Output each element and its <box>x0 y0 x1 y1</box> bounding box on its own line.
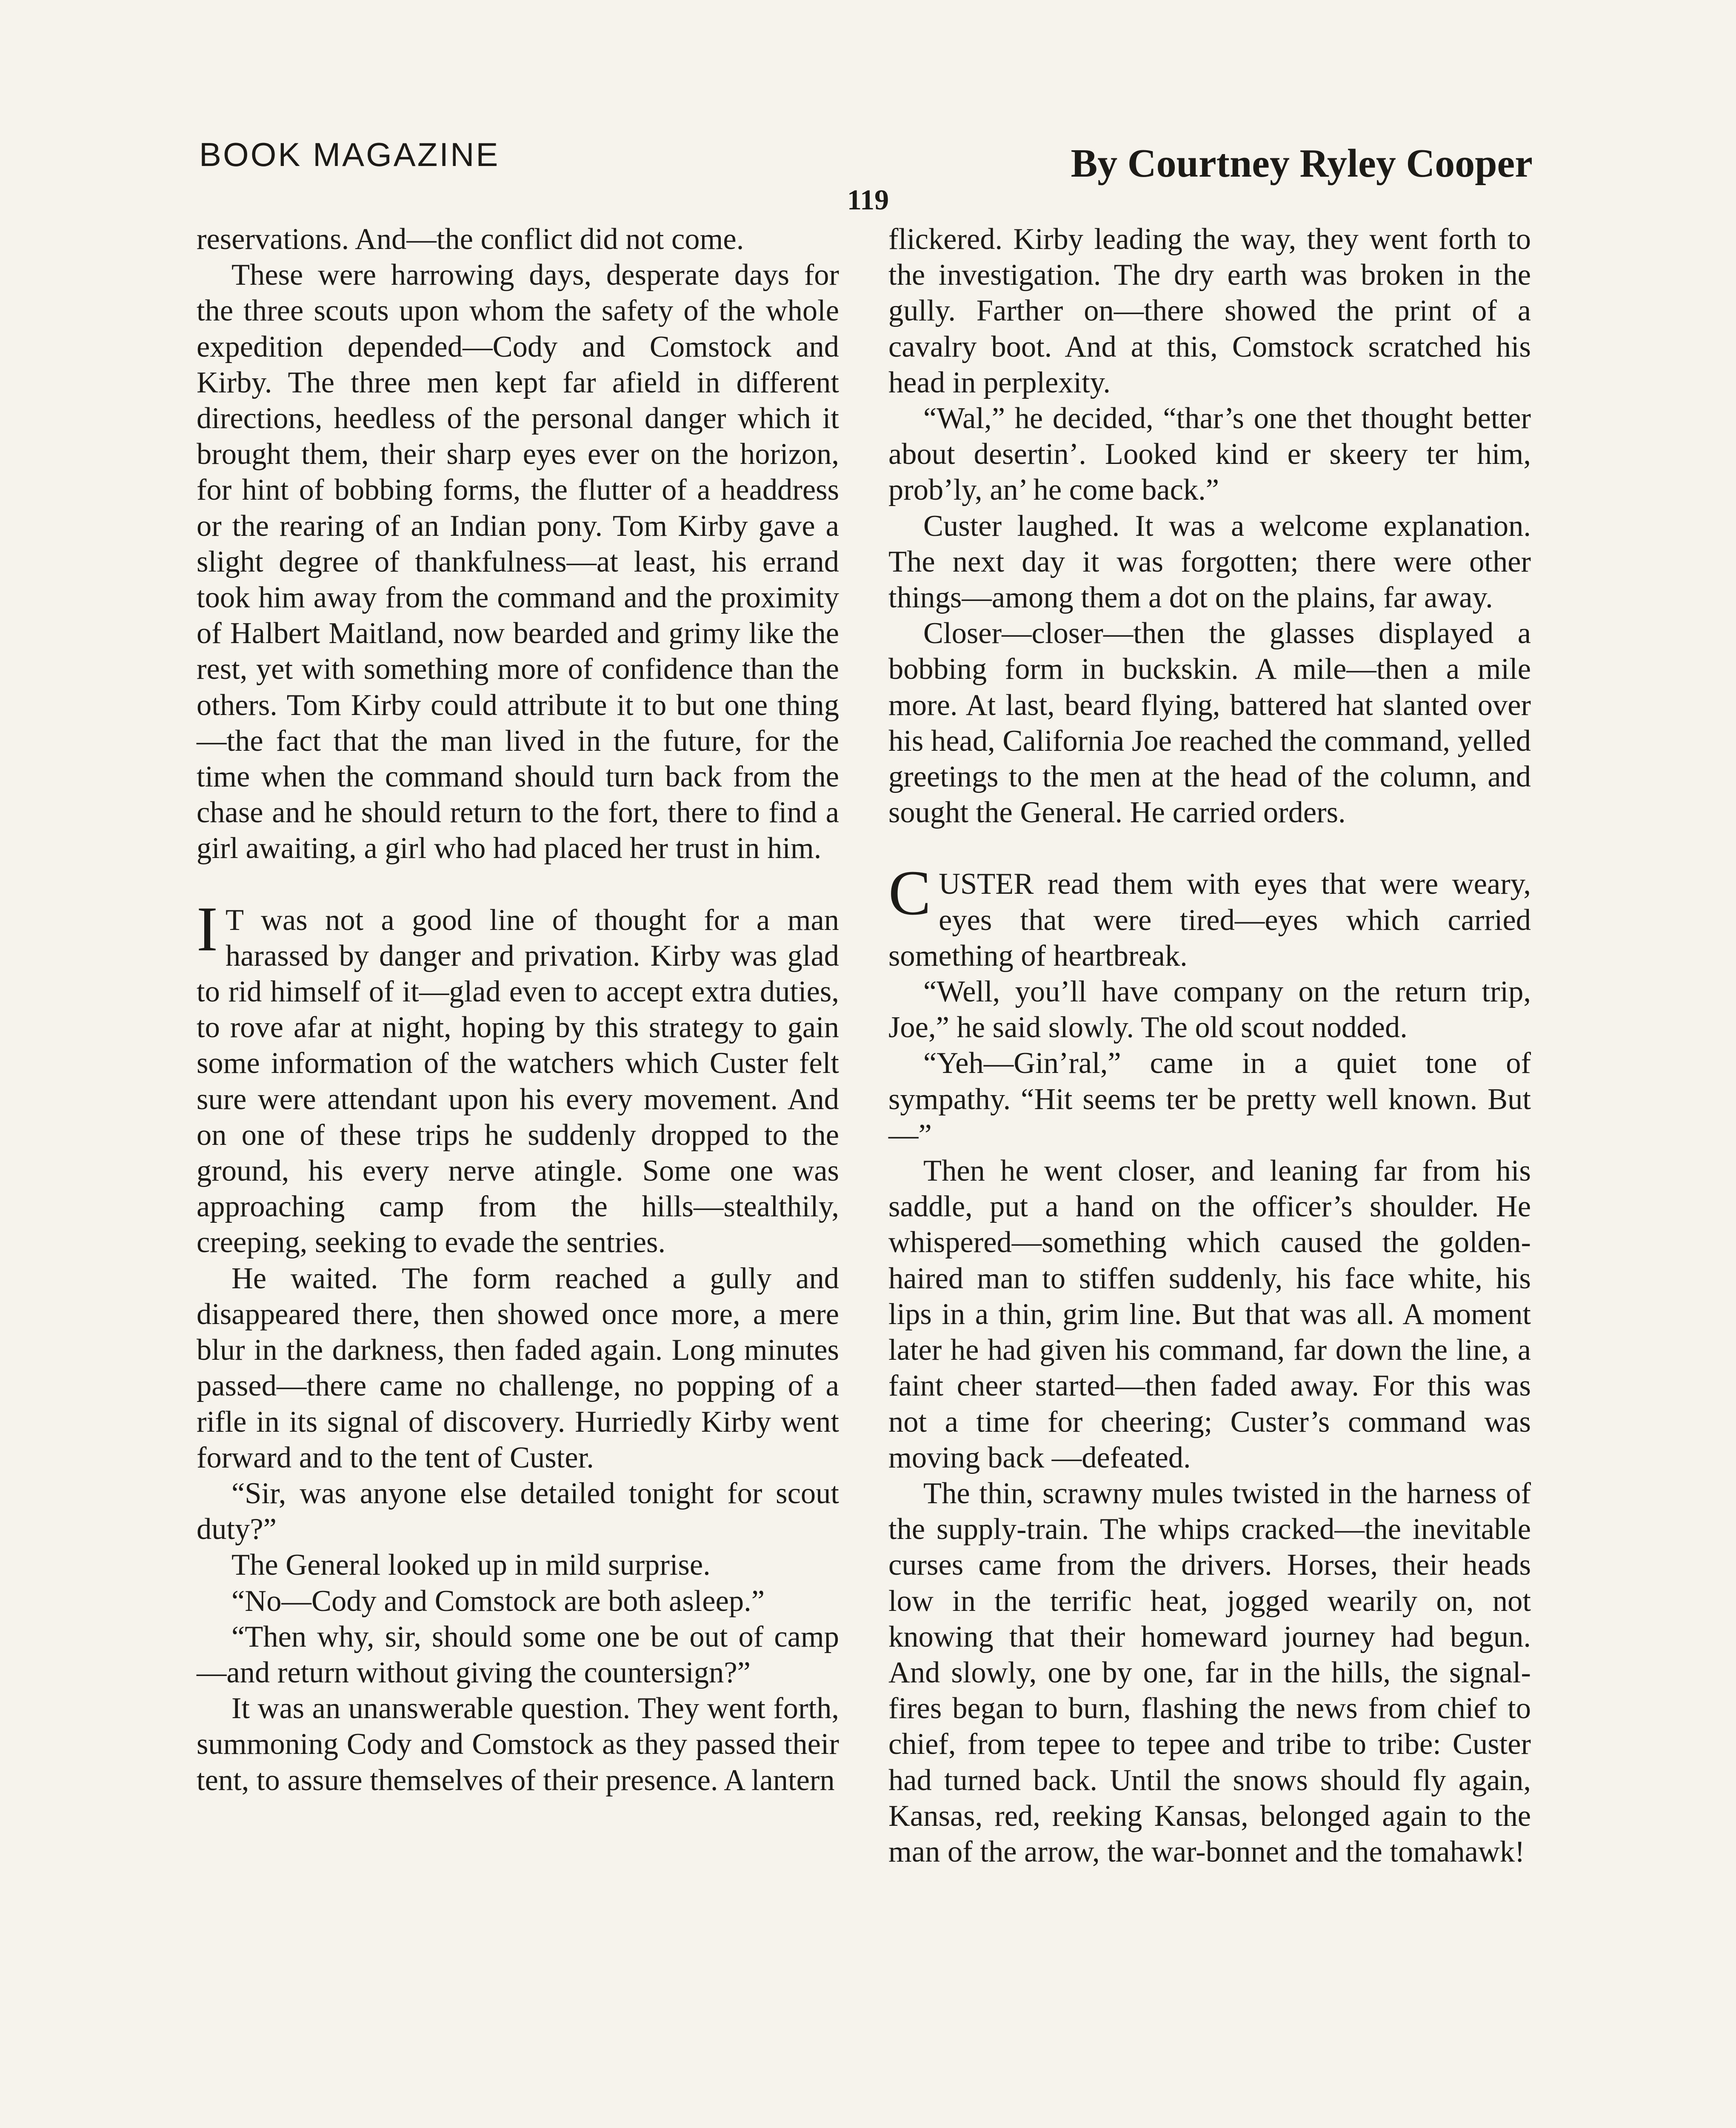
paragraph: “Well, you’ll have company on the return trip, Joe,” he said slowly. The old scout nodded. <box>888 975 1531 1044</box>
paragraph: Custer laughed. It was a welcome explanation. The next day it was forgotten; there were other things—among them a dot on the plains, far away. <box>888 509 1531 615</box>
paragraph: “Yeh—Gin’ral,” came in a quiet tone of sympathy. “Hit seems ter be pretty well known. But—” <box>888 1047 1531 1152</box>
drop-cap: C <box>888 858 931 929</box>
page-number: 119 <box>847 183 889 216</box>
section-opening-paragraph <box>888 858 1531 974</box>
paragraph-text: USTER read them with eyes that were weary, eyes that were tired—eyes which carried something of heartbreak. <box>888 867 1531 972</box>
paragraph: “Wal,” he decided, “thar’s one thet thought better about desertin’. Looked kind er skeery ter him, prob’ly, an’ he come back.” <box>888 402 1531 507</box>
paragraph: The General looked up in mild surprise. <box>231 1548 711 1582</box>
paragraph: reservations. And—the conflict did not come. <box>197 223 744 256</box>
paragraph: It was an unanswerable question. They went forth, summoning Cody and Comstock as they passed their tent, to assure themselves of their presence. A lantern <box>197 1692 839 1797</box>
paragraph: Then he went closer, and leaning far from his saddle, put a hand on the officer’s shoulder. He whispered—something which caused the golden-haired man to stiffen suddenly, his face white, his lips in a thin, grim line. But that was all. A moment later he had given his command, far down the line, a faint cheer started—then faded away. For this was not a time for cheering; Custer’s command was moving back —defeated. <box>888 1154 1531 1474</box>
paragraph-text: T was not a good line of thought for a man harassed by danger and privation. Kirby was glad to rid himself of it—glad even to accept extra duties, to rove afar at night, hoping by this strategy to gain some information of the watchers which Custer felt sure were attendant upon his every movement. And on one of these trips he suddenly dropped to the ground, his every nerve atingle. Some one was approaching camp from the hills—stealthily, creeping, seeking to evade the sentries. <box>197 903 839 1259</box>
paragraph: “No—Cody and Comstock are both asleep.” <box>231 1584 765 1618</box>
paragraph: flickered. Kirby leading the way, they went forth to the investigation. The dry earth was broken in the gully. Farther on—there showed the print of a cavalry boot. And at this, Comstock scratched his head in perplexity. <box>888 223 1531 399</box>
paragraph: He waited. The form reached a gully and disappeared there, then showed once more, a mere blur in the darkness, then faded again. Long minutes passed—there came no challenge, no popping of a rifle in its signal of discovery. Hurriedly Kirby went forward and to the tent of Custer. <box>197 1261 839 1474</box>
paragraph: These were harrowing days, desperate days for the three scouts upon whom the safety of the whole expedition depended—Cody and Comstock and Kirby. The three men kept far afield in different directions, heedless of the personal danger which it brought them, their sharp eyes ever on the horizon, for hint of bobbing forms, the flutter of a headdress or the rearing of an Indian pony. Tom Kirby gave a slight degree of thankfulness—at least, his errand took him away from the command and the proximity of Halbert Maitland, now bearded and grimy like the rest, yet with something more of confidence than the others. Tom Kirby could attribute it to but one thing—the fact that the man lived in the future, for the time when the command should turn back from the chase and he should return to the fort, there to find a girl awaiting, a girl who had placed her trust in him. <box>197 258 839 865</box>
right-column <box>888 221 1531 1870</box>
paragraph: “Then why, sir, should some one be out of camp—and return without giving the countersign?” <box>197 1620 839 1689</box>
magazine-title: BOOK MAGAZINE <box>199 136 500 173</box>
drop-cap: I <box>197 893 218 964</box>
paragraph: “Sir, was anyone else detailed tonight for scout duty?” <box>197 1476 839 1546</box>
paragraph: The thin, scrawny mules twisted in the harness of the supply-train. The whips cracked—the inevitable curses came from the drivers. Horses, their heads low in the terrific heat, jogged wearily on, not knowing that their homeward journey had begun. And slowly, one by one, far in the hills, the signal-fires began to burn, flashing the news from chief to chief, from tepee to tepee and tribe to tribe: Custer had turned back. Until the snows should fly again, Kansas, red, reeking Kansas, belonged again to the man of the arrow, the war-bonnet and the tomahawk! <box>888 1476 1531 1868</box>
left-column <box>197 221 839 1798</box>
author-byline: By Courtney Ryley Cooper <box>1071 141 1533 186</box>
section-opening-paragraph <box>197 893 839 1261</box>
paragraph: Closer—closer—then the glasses displayed a bobbing form in buckskin. A mile—then a mile more. At last, beard flying, battered hat slanted over his head, California Joe reached the command, yelled greetings to the men at the head of the column, and sought the General. He carried orders. <box>888 617 1531 829</box>
